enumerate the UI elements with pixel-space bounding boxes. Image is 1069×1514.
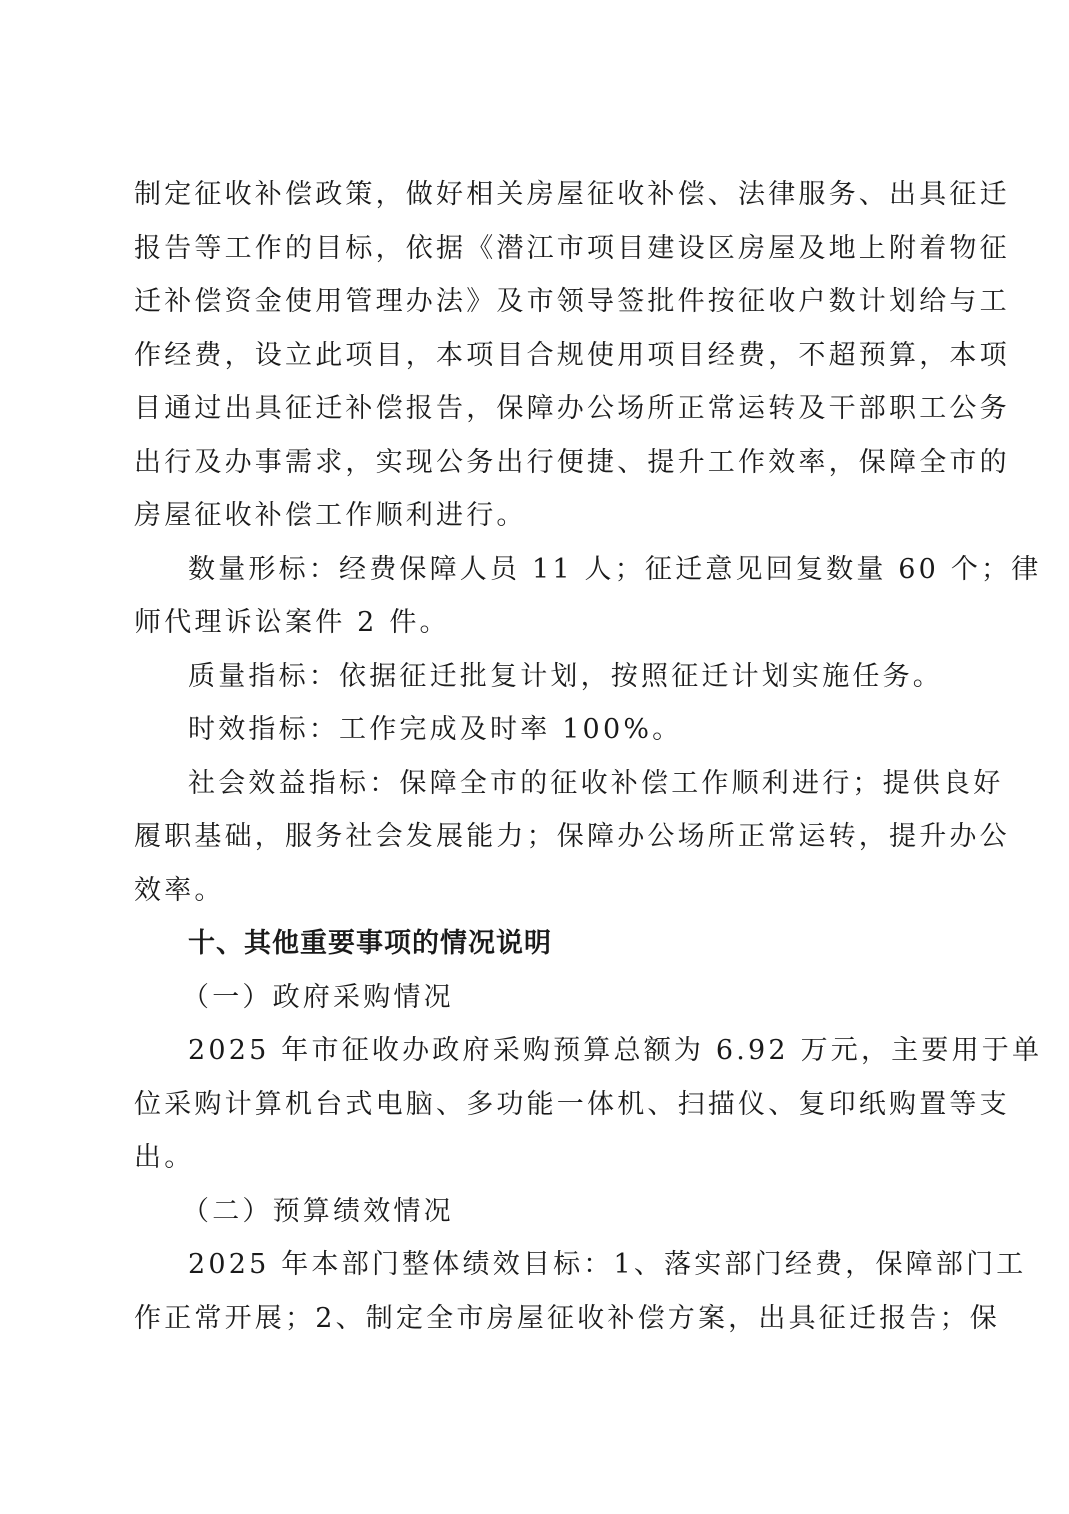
section-heading: 十、其他重要事项的情况说明 xyxy=(188,928,552,959)
paragraph-line: 2025 年市征收办政府采购预算总额为 6.92 万元，主要用于单 xyxy=(188,1035,1043,1066)
quantity-indicator-line: 数量形标：经费保障人员 11 人；征迁意见回复数量 60 个；律 xyxy=(188,553,1042,585)
paragraph-line: 2025 年本部门整体绩效目标：1、落实部门经费，保障部门工 xyxy=(188,1249,1027,1280)
paragraph-line: 作正常开展；2、制定全市房屋征收补偿方案，出具征迁报告；保 xyxy=(134,1302,1000,1334)
paragraph-line: 报告等工作的目标，依据《潜江市项目建设区房屋及地上附着物征 xyxy=(134,232,1010,264)
subsection-heading-procurement: （一）政府采购情况 xyxy=(182,981,454,1013)
subsection-heading-performance: （二）预算绩效情况 xyxy=(182,1195,454,1227)
paragraph-line: 出。 xyxy=(134,1142,195,1173)
quality-indicator-line: 质量指标：依据征迁批复计划，按照征迁计划实施任务。 xyxy=(188,660,943,692)
paragraph-line: 迁补偿资金使用管理办法》及市领导签批件按征收户数计划给与工 xyxy=(134,286,1010,317)
paragraph-line: 目通过出具征迁补偿报告，保障办公场所正常运转及干部职工公务 xyxy=(134,393,1010,424)
paragraph-line: 出行及办事需求，实现公务出行便捷、提升工作效率，保障全市的 xyxy=(134,446,1010,478)
paragraph-line: 效率。 xyxy=(134,874,225,906)
paragraph-line: 作经费，设立此项目，本项目合规使用项目经费，不超预算，本项 xyxy=(134,339,1010,371)
paragraph-line: 制定征收补偿政策，做好相关房屋征收补偿、法律服务、出具征迁 xyxy=(134,179,1010,210)
paragraph-line: 房屋征收补偿工作顺利进行。 xyxy=(134,500,527,531)
social-benefit-indicator-line: 社会效益指标：保障全市的征收补偿工作顺利进行；提供良好 xyxy=(188,767,1004,799)
paragraph-line: 位采购计算机台式电脑、多功能一体机、扫描仪、复印纸购置等支 xyxy=(134,1088,1010,1120)
timeliness-indicator-line: 时效指标：工作完成及时率 100%。 xyxy=(188,714,683,745)
paragraph-line: 履职基础，服务社会发展能力；保障办公场所正常运转，提升办公 xyxy=(134,821,1010,852)
paragraph-line: 师代理诉讼案件 2 件。 xyxy=(134,607,450,638)
document-body xyxy=(134,168,1043,1345)
